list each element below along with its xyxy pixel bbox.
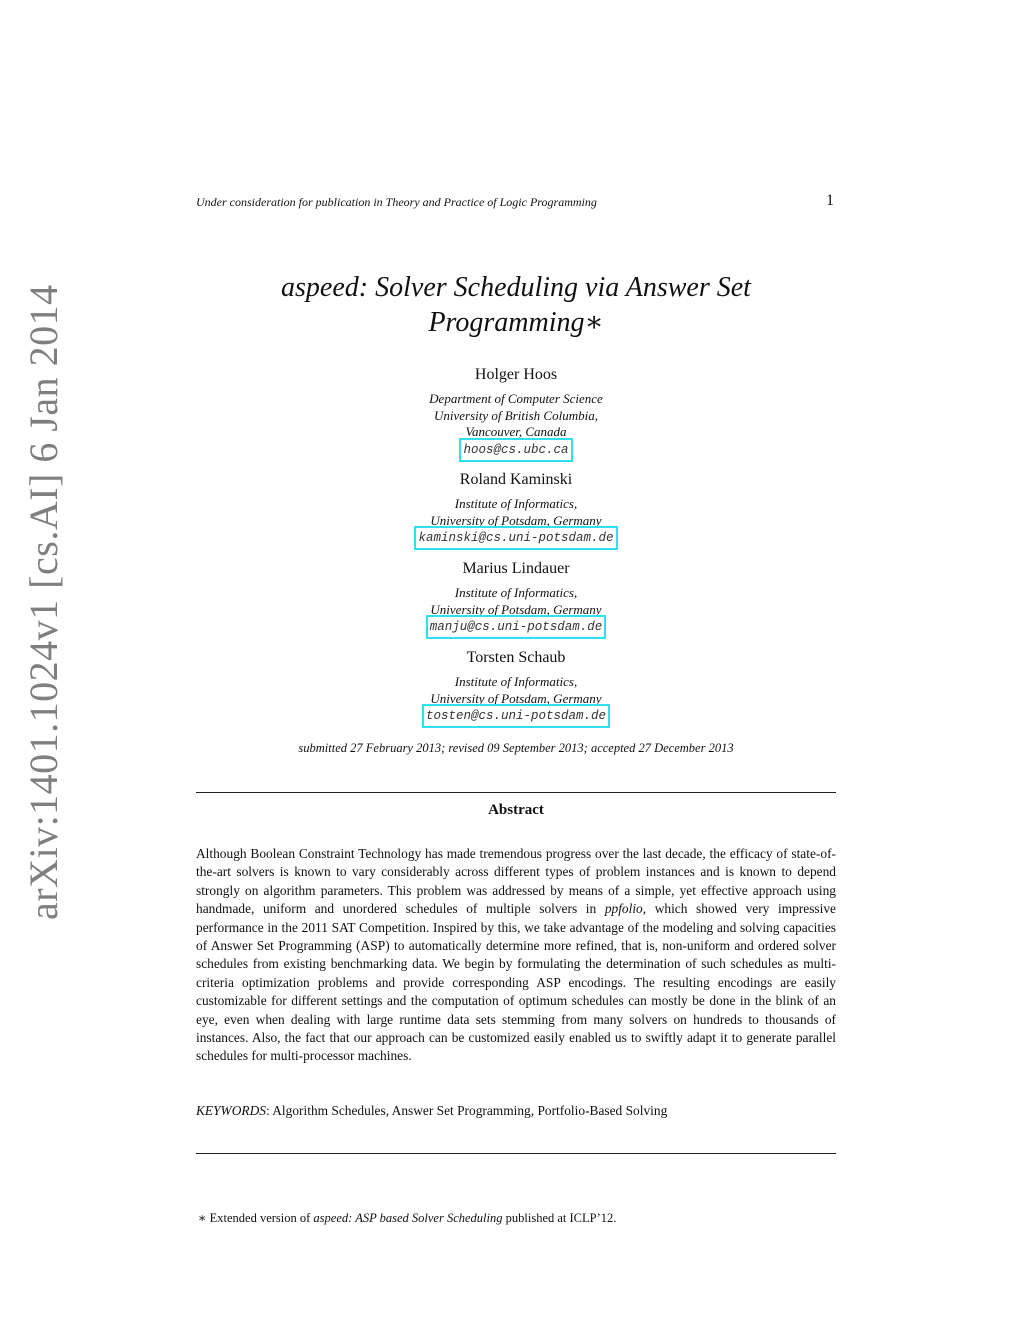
author-block-lindauer	[196, 559, 836, 642]
arxiv-side-stamp: arXiv:1401.1024v1 [cs.AI] 6 Jan 2014	[21, 284, 66, 920]
running-head: Under consideration for publication in Theory and Practice of Logic Programming	[196, 195, 597, 209]
author-affiliation-line: University of Potsdam, Germany	[430, 512, 602, 528]
keywords-label: KEYWORDS	[196, 1103, 266, 1118]
abstract-text	[196, 845, 836, 1066]
title-line-1: aspeed: Solver Scheduling via Answer Set	[281, 272, 751, 303]
footnote-text-part: published at ICLP’12.	[502, 1211, 617, 1225]
author-email-link[interactable]: tosten@cs.uni-potsdam.de	[422, 704, 610, 728]
author-block-kaminski	[196, 470, 836, 553]
footnote-mark: ∗	[198, 1211, 207, 1225]
author-block-hoos	[196, 365, 836, 465]
author-name: Roland Kaminski	[459, 471, 573, 488]
title-footnote-mark: ∗	[584, 307, 604, 338]
keywords-line	[196, 1103, 836, 1119]
abstract-emphasis: ppfolio	[604, 901, 643, 917]
author-affiliation-line: University of Potsdam, Germany	[430, 601, 602, 617]
abstract-text-part: , which showed very impressive performance in the 2011 SAT Competition. Inspired by this, we take advantage of the modeling and solving capacities of Answer Set Programming (ASP) to automatically determine more refined, that is, non-uniform and ordered solver schedules from existing benchmarking data. We begin by formulating the determination of such schedules as multi-criteria optimization problems and provide corresponding ASP encodings. The resulting encodings are easily customizable for different settings and the computation of optimum schedules can mostly be done in the blink of an eye, even when dealing with large runtime data sets stemming from many solvers on hundreds to thousands of instances. Also, the fact that our approach can be customized easily enabled us to swiftly adapt it to generate parallel schedules for multi-processor machines.	[196, 901, 836, 1064]
keywords-text: : Algorithm Schedules, Answer Set Programming, Portfolio-Based Solving	[265, 1103, 668, 1118]
author-affiliation-line: Institute of Informatics,	[454, 585, 578, 600]
author-affiliation-line: Institute of Informatics,	[454, 496, 578, 511]
author-block-schaub	[196, 648, 836, 731]
abstract-bottom-rule	[196, 1153, 836, 1154]
title-line-2	[196, 305, 836, 340]
paper-title	[196, 270, 836, 340]
abstract-top-rule	[196, 792, 836, 793]
author-affiliation-line: University of British Columbia,	[434, 407, 598, 423]
author-affiliation-line: Institute of Informatics,	[454, 674, 578, 689]
author-affiliation-line: University of Potsdam, Germany	[430, 690, 602, 706]
author-email-link[interactable]: kaminski@cs.uni-potsdam.de	[414, 526, 617, 550]
author-affiliation-line: Department of Computer Science	[429, 391, 603, 406]
footnote-emphasis: aspeed: ASP based Solver Scheduling	[313, 1211, 503, 1225]
author-name: Holger Hoos	[474, 366, 558, 383]
page-number: 1	[826, 192, 834, 209]
author-name: Marius Lindauer	[462, 560, 570, 577]
author-email-link[interactable]: hoos@cs.ubc.ca	[459, 438, 572, 462]
author-affiliation-line: Vancouver, Canada	[465, 424, 567, 439]
footnote-text-part: Extended version of	[206, 1211, 314, 1225]
abstract-text-part: Although Boolean Constraint Technology has made tremendous progress over the last decade, the efficacy of state-of-the-art solvers is known to vary considerably across different types of problem instances and is known to depend strongly on algorithm parameters. This problem was addressed by means of a simple, yet effective approach using handmade, uniform and unordered schedules of multiple solvers in	[196, 846, 836, 917]
title-line-2-text: Programming	[428, 307, 585, 338]
footnote	[198, 1210, 616, 1226]
author-name: Torsten Schaub	[466, 649, 566, 666]
abstract-heading: Abstract	[488, 802, 544, 818]
author-email-link[interactable]: manju@cs.uni-potsdam.de	[426, 615, 607, 639]
submission-dates: submitted 27 February 2013; revised 09 September 2013; accepted 27 December 2013	[298, 741, 734, 755]
